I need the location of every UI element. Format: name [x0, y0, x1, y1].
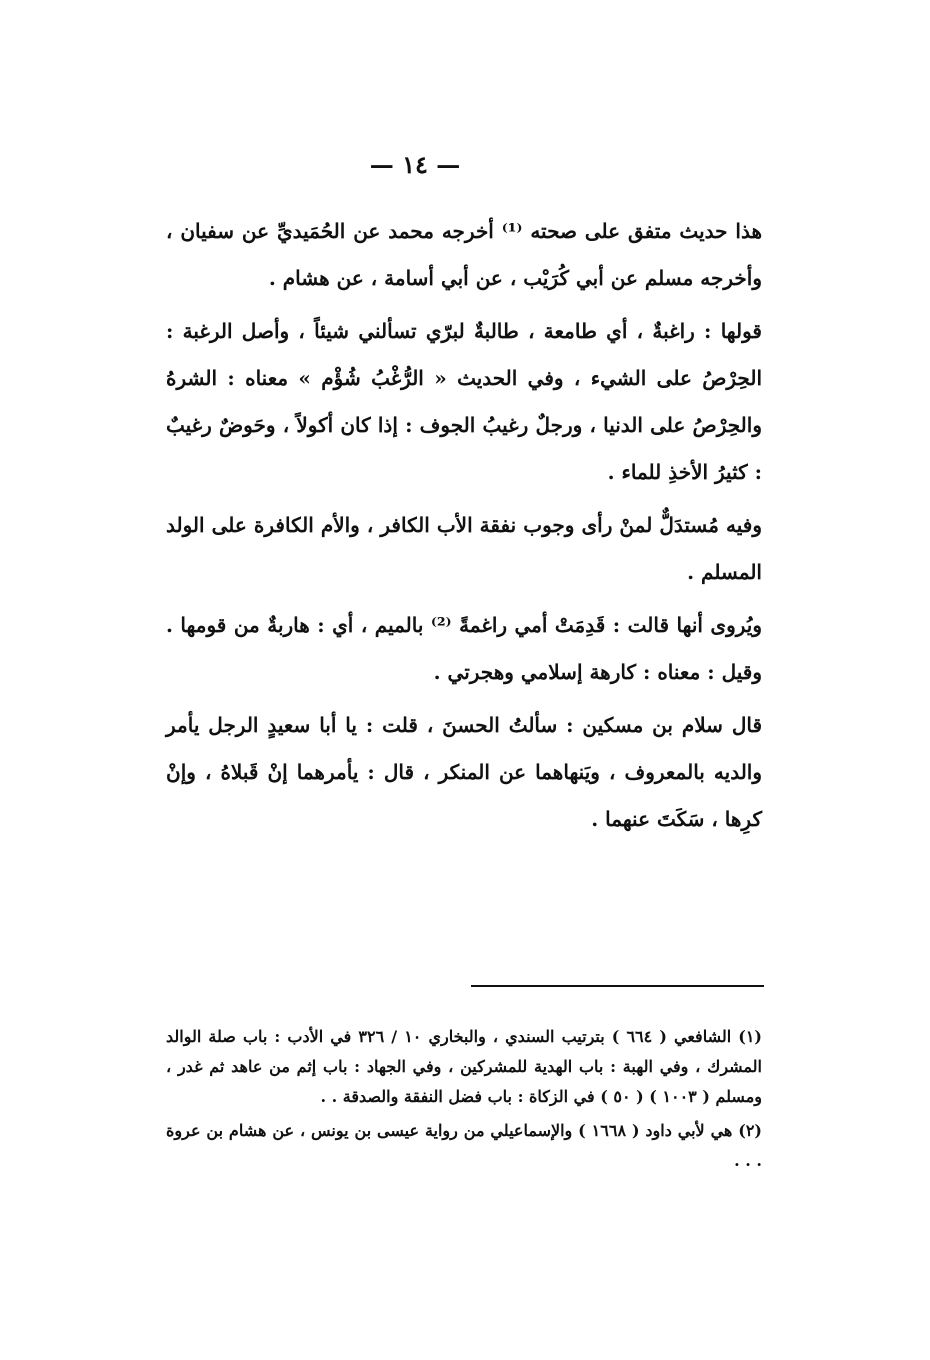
- paragraph-nafaqa-ruling: وفيه مُستدَلٌّ لمنْ رأى وجوب نفقة الأب الكافر ، والأم الكافرة على الولد المسلم .: [166, 513, 762, 584]
- paragraph-raghiba-meaning: قولها : راغبةٌ ، أي طامعة ، طالبةٌ لبرّي تسألني شيئاً ، وأصل الرغبة : الحِرْصُ على الشيء ، وفي الحديث « الرُّغْبُ شُؤْم » معناه : الشرهُ والحِرْصُ على الدنيا ، ورجلٌ رغيبُ الجوف : إذا كان أكولاً ، وحَوضٌ رغيبٌ : كثيرُ الأخذِ للماء .: [166, 319, 762, 484]
- footnotes: [166, 1022, 762, 1180]
- paragraph-hasan-saying: قال سلام بن مسكين : سألتُ الحسنَ ، قلت : يا أبا سعيدٍ الرجل يأمر والديه بالمعروف ، ويَنهاهما عن المنكر ، قال : يأمرهما إنْ قَبلاهُ ، وإنْ كرِها ، سَكَتَ عنهما .: [166, 713, 762, 831]
- main-text: [166, 208, 762, 849]
- footnote-2: (٢) هي لأبي داود ( ١٦٦٨ ) والإسماعيلي من رواية عيسى بن يونس ، عن هشام بن عروة . . .: [166, 1121, 762, 1170]
- footnote-1: (١) الشافعي ( ٦٦٤ ) بترتيب السندي ، والبخاري ١٠ / ٣٢٦ في الأدب : باب صلة الوالد المشرك ، وفي الهبة : باب الهدية للمشركين ، وفي الجهاد : باب إثم من عاهد ثم غدر ، ومسلم ( ١٠٠٣ ) ( ٥٠ ) في الزكاة : باب فضل النفقة والصدقة . .: [166, 1027, 762, 1106]
- footnote-divider: [471, 985, 764, 987]
- paragraph-hadith-source: هذا حديث متفق على صحته ⁽¹⁾ أخرجه محمد عن الحُمَيديِّ عن سفيان ، وأخرجه مسلم عن أبي كُرَيْب ، عن أبي أسامة ، عن هشام .: [166, 219, 762, 290]
- page-number: — ١٤ —: [369, 150, 461, 179]
- paragraph-raghima-variant: ويُروى أنها قالت : قَدِمَتْ أمي راغمةً ⁽²⁾ بالميم ، أي : هاربةٌ من قومها . وقيل : معناه : كارهة إسلامي وهجرتي .: [166, 613, 762, 684]
